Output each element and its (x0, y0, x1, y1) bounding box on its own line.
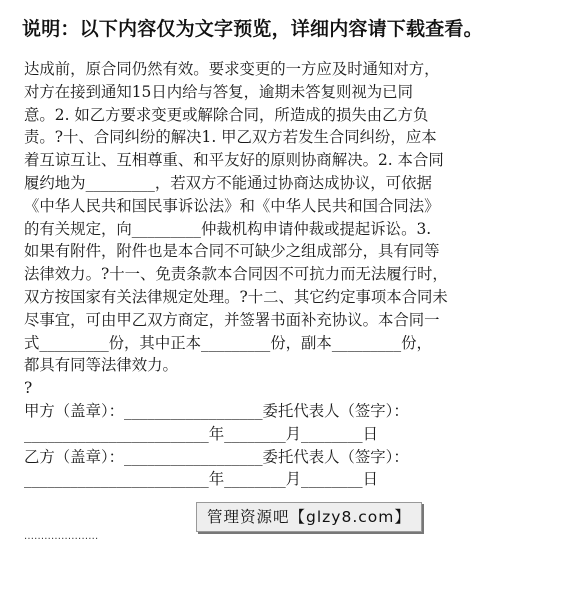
text-line: 如果有附件，附件也是本合同不可缺少之组成部分，具有同等 (24, 242, 440, 261)
text-line: 都具有同等法律效力。 (24, 356, 178, 375)
text-line: 的有关规定，向_________仲裁机构申请仲裁或提起诉讼。3. (24, 219, 432, 238)
text-line: 履约地为_________，若双方不能通过协商达成协议，可依据 (24, 173, 432, 192)
text-line: 尽事宜，可由甲乙双方商定，并签署书面补充协议。本合同一 (24, 310, 440, 329)
text-line: 法律效力。?十一、免责条款本合同因不可抗力而无法履行时， (24, 265, 448, 284)
text-line: 对方在接到通知15日内给与答复，逾期未答复则视为已同 (24, 82, 413, 101)
preview-notice: 说明：以下内容仅为文字预览，详细内容请下载查看。 (22, 18, 483, 40)
date-line-party-a: ________________________年________月________日 (24, 424, 378, 443)
text-line: 着互谅互让、互相尊重、和平友好的原则协商解决。2. 本合同 (24, 151, 444, 170)
contract-text (24, 58, 556, 491)
text-line: 责。?十、合同纠纷的解决1. 甲乙双方若发生合同纠纷，应本 (24, 128, 437, 147)
signature-line-party-b: 乙方（盖章）：__________________委托代表人（签字）： (24, 447, 409, 466)
site-watermark-banner: 管理资源吧【glzy8.com】 (196, 502, 422, 532)
text-line: 意。2. 如乙方要求变更或解除合同，所造成的损失由乙方负 (24, 105, 429, 124)
text-line: 《中华人民共和国民事诉讼法》和《中华人民共和国合同法》 (24, 196, 440, 215)
signature-line-party-a: 甲方（盖章）：__________________委托代表人（签字）： (24, 401, 409, 420)
date-line-party-b: ________________________年________月________日 (24, 470, 378, 489)
text-line: 达成前，原合同仍然有效。要求变更的一方应及时通知对方， (24, 60, 440, 78)
text-line: 双方按国家有关法律规定处理。?十二、其它约定事项本合同未 (24, 287, 448, 306)
text-line: ? (24, 379, 33, 398)
truncation-dots: ······················ (24, 534, 99, 545)
text-line: 式_________份，其中正本_________份，副本_________份， (24, 333, 432, 352)
